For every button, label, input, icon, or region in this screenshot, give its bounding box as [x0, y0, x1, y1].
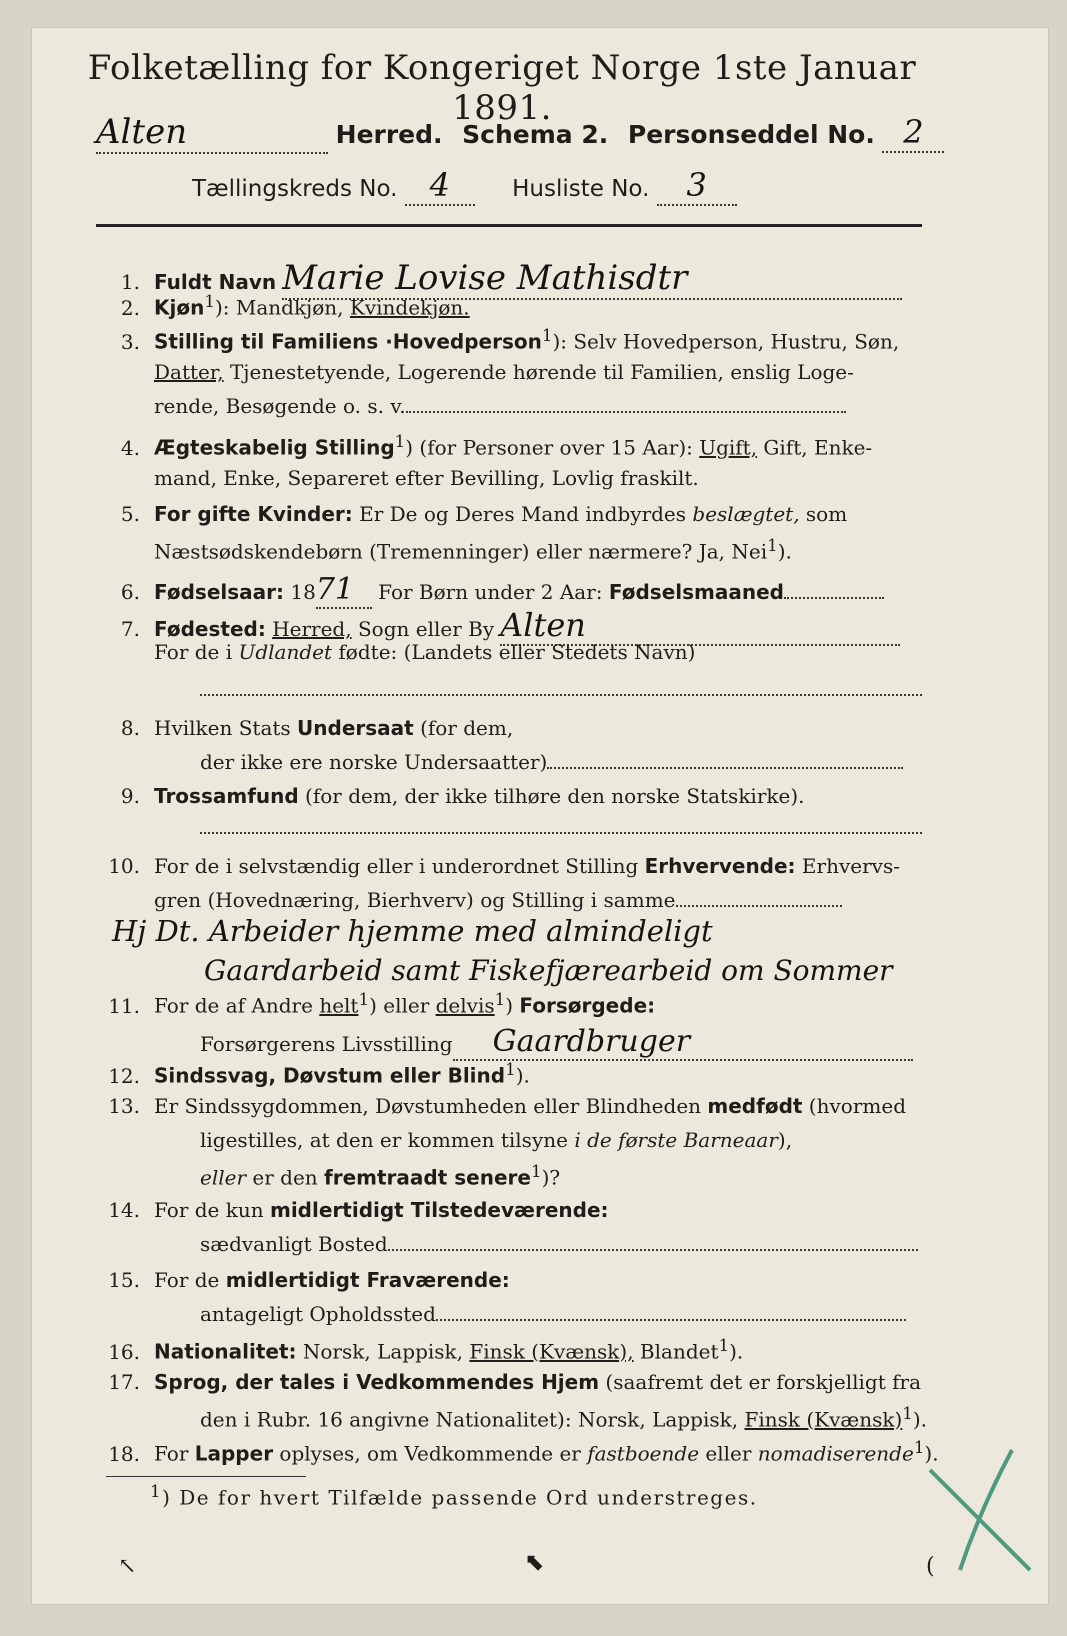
q13-line3: [200, 1162, 560, 1190]
q4-underlined: Ugift,: [699, 435, 758, 460]
q14-number: 14.: [108, 1198, 140, 1222]
footnote: [150, 1482, 758, 1510]
q3-row: [96, 326, 899, 354]
q15-dots: [436, 1319, 906, 1321]
q3-dots: [406, 411, 846, 413]
q12-end: ).: [515, 1063, 530, 1088]
q11-answer: Gaardbruger: [453, 1024, 913, 1061]
q11-underlined-2: delvis: [435, 993, 495, 1018]
green-cross-mark: [920, 1440, 1040, 1580]
q11-line1b: ) eller: [369, 993, 436, 1018]
q17-row: [96, 1370, 921, 1394]
q6-label2: Fødselsmaaned: [608, 580, 784, 604]
q3-line2-text: Tjenestetyende, Logerende hørende til Familien, enslig Loge-: [223, 360, 854, 384]
q7-line2a: For de i: [154, 640, 239, 664]
q11-line2: [200, 1024, 913, 1061]
kreds-label: Tællingskreds No.: [192, 176, 398, 202]
q3-line1: ): Selv Hovedperson, Hustru, Søn,: [552, 329, 900, 354]
q5-line1b: som: [799, 502, 848, 526]
q1-label: Fuldt Navn: [154, 270, 277, 294]
q6-text: For Børn under 2 Aar:: [371, 580, 603, 604]
q6-number: 6.: [120, 580, 140, 604]
q13-line3b: )?: [541, 1165, 561, 1190]
q16-text: Norsk, Lappisk,: [296, 1339, 470, 1364]
q16-number: 16.: [108, 1339, 140, 1364]
q7-label: Fødested:: [154, 617, 266, 641]
q13-label: medfødt: [707, 1094, 803, 1118]
q10-row: [96, 854, 900, 878]
q7-line2: [154, 640, 695, 664]
personseddel-label: Personseddel No.: [627, 120, 875, 149]
q10-label: Erhvervende:: [644, 854, 796, 878]
q14-line2-text: sædvanligt Bosted: [200, 1232, 388, 1256]
q14-line1a: For de kun: [154, 1198, 270, 1222]
q1-answer: Marie Lovise Mathisdtr: [282, 258, 902, 300]
q16-sup: 1: [718, 1336, 730, 1355]
herred-line: [96, 112, 944, 154]
q3-label: Stilling til Familiens ·Hovedperson: [154, 329, 542, 354]
q15-row: [96, 1268, 510, 1292]
q18-number: 18.: [108, 1441, 140, 1466]
q9-blank-line: [200, 832, 922, 834]
q13-line2b: ),: [777, 1128, 793, 1152]
q7-blank-line: [200, 694, 922, 696]
q4-row: [96, 432, 872, 460]
q7-line2b: fødte: (Landets eller Stedets Navn): [332, 640, 696, 664]
q18-italic-1: fastboende: [587, 1441, 700, 1466]
q15-number: 15.: [108, 1268, 140, 1292]
q18-sup: 1: [913, 1438, 925, 1457]
q13-line2: [200, 1128, 792, 1152]
q17-line2: [200, 1404, 927, 1432]
form-title: Folketælling for Kongeriget Norge 1ste Januar 1891.: [87, 48, 917, 128]
q17-label: Sprog, der tales i Vedkommendes Hjem: [154, 1370, 600, 1394]
q10-line1b: Erhvervs-: [795, 854, 900, 878]
q11-underlined-1: helt: [319, 993, 359, 1018]
q7-italic: Udlandet: [238, 640, 333, 664]
schema-label: Schema 2.: [462, 120, 609, 149]
q11-sup-1: 1: [358, 990, 370, 1009]
q5-line1a: Er De og Deres Mand indbyrdes: [352, 502, 693, 526]
q13-italic: i de første Barneaar: [574, 1128, 778, 1152]
q2-text: ): Mandkjøn,: [214, 295, 344, 320]
q3-underlined: Datter,: [154, 360, 224, 384]
q16-text2: Blandet: [633, 1339, 719, 1364]
q17-number: 17.: [108, 1370, 140, 1394]
q4-label: Ægteskabelig Stilling: [154, 435, 395, 460]
q6-answer: 71: [316, 572, 372, 609]
q10-dots: [676, 905, 842, 907]
q7-text: Sogn eller By: [351, 617, 495, 641]
q5-number: 5.: [120, 502, 140, 526]
q10-line1a: For de i selvstændig eller i underordnet Stilling: [154, 854, 645, 878]
q7-underlined: Herred,: [272, 617, 352, 641]
q11-line2-text: Forsørgerens Livsstilling: [200, 1032, 453, 1056]
q13-label2: fremtraadt senere: [324, 1165, 531, 1190]
q3-sup: 1: [541, 326, 553, 345]
husliste-handwritten: 3: [657, 166, 737, 206]
corner-mark-right: (: [926, 1554, 935, 1579]
q15-label: midlertidigt Fraværende:: [225, 1268, 510, 1292]
q7-answer: Alten: [500, 606, 900, 646]
q5-label: For gifte Kvinder:: [154, 502, 353, 526]
q10-line2-text: gren (Hovednæring, Bierhverv) og Stilling i samme: [154, 888, 676, 912]
q14-label: midlertidigt Tilstedeværende:: [269, 1198, 609, 1222]
q13-line2a: ligestilles, at den er kommen tilsyne: [200, 1128, 575, 1152]
q10-number: 10.: [108, 854, 140, 878]
corner-mark-center: ⬉: [524, 1548, 545, 1576]
q18-line1b: oplyses, om Vedkommende er: [273, 1441, 588, 1466]
q12-row: [96, 1060, 530, 1088]
q5-sup: 1: [767, 536, 778, 555]
footnote-rule: [106, 1476, 306, 1477]
herred-label: Herred.: [335, 120, 443, 149]
q8-row: [96, 716, 513, 740]
q15-line2: [200, 1302, 906, 1326]
q12-label: Sindssvag, Døvstum eller Blind: [154, 1063, 506, 1088]
q5-row: [96, 502, 847, 526]
q1-number: 1.: [120, 270, 140, 294]
q6-label: Fødselsaar:: [154, 580, 284, 604]
q11-row: [96, 990, 655, 1018]
q11-label: Forsørgede:: [519, 993, 656, 1018]
q14-dots: [388, 1249, 918, 1251]
q14-line2: [200, 1232, 918, 1256]
q3-line3-text: rende, Besøgende o. s. v.: [154, 394, 406, 418]
q6-dots: [784, 597, 884, 599]
husliste-label: Husliste No.: [512, 176, 650, 202]
q17-line1: (saafremt det er forskjelligt fra: [599, 1370, 921, 1394]
q13-sup: 1: [530, 1162, 542, 1181]
q5-italic: beslægtet,: [692, 502, 800, 526]
q10-hand-line1: Hj Dt. Arbeider hjemme med almindeligt: [112, 914, 713, 948]
q10-line2: [154, 888, 842, 912]
q3-number: 3.: [120, 329, 140, 354]
q10-hand-line2: Gaardarbeid samt Fiskefjærearbeid om Sommer: [204, 954, 893, 987]
q13-line1a: Er Sindssygdommen, Døvstumheden eller Blindheden: [154, 1094, 708, 1118]
q8-line1a: Hvilken Stats: [154, 716, 298, 740]
q8-line1b: (for dem,: [413, 716, 514, 740]
corner-mark-left: ↖: [118, 1554, 137, 1579]
footnote-sup: 1: [150, 1482, 163, 1501]
q2-row: [96, 292, 470, 320]
q8-line2: [200, 750, 903, 774]
q9-number: 9.: [120, 784, 140, 808]
q12-sup: 1: [505, 1060, 516, 1079]
q11-line1a: For de af Andre: [154, 993, 320, 1018]
q5-line2: [154, 536, 792, 564]
herred-handwritten: Alten: [96, 112, 328, 154]
q13-row: [96, 1094, 906, 1118]
q2-number: 2.: [120, 295, 140, 320]
q16-end: ).: [729, 1339, 744, 1364]
q13-number: 13.: [108, 1094, 140, 1118]
q15-line1a: For de: [154, 1268, 226, 1292]
header-rule: [96, 224, 922, 227]
q11-number: 11.: [108, 993, 140, 1018]
q18-row: [96, 1438, 939, 1466]
q6-prefix: 18: [284, 580, 316, 604]
q13-line3-italic: eller: [200, 1165, 247, 1190]
q5-line2-end: ).: [777, 539, 792, 564]
q17-sup: 1: [902, 1404, 913, 1423]
q18-line1a: For: [154, 1441, 195, 1466]
q18-end: ).: [924, 1441, 939, 1466]
kreds-handwritten: 4: [405, 166, 475, 206]
q8-number: 8.: [120, 716, 140, 740]
q17-line2a: den i Rubr. 16 angivne Nationalitet): Norsk, Lappisk,: [200, 1407, 745, 1432]
personseddel-handwritten: 2: [882, 113, 944, 153]
q9-label: Trossamfund: [154, 784, 299, 808]
q4-line2-text: mand, Enke, Separeret efter Bevilling, Lovlig fraskilt.: [154, 466, 699, 490]
q4-number: 4.: [120, 435, 140, 460]
q11-sup-2: 1: [494, 990, 506, 1009]
q9-text: (for dem, der ikke tilhøre den norske Statskirke).: [298, 784, 805, 808]
q7-number: 7.: [120, 617, 140, 641]
q9-row: [96, 784, 805, 808]
q8-line2-text: der ikke ere norske Undersaatter): [200, 750, 548, 774]
q6-row: [96, 572, 884, 609]
q11-line1c: ): [505, 993, 520, 1018]
q13-line1b: (hvormed: [802, 1094, 906, 1118]
q2-label: Kjøn: [154, 295, 205, 320]
q8-dots: [547, 767, 903, 769]
q17-end: ).: [912, 1407, 928, 1432]
q4-line2: [154, 466, 699, 490]
q12-number: 12.: [108, 1063, 140, 1088]
q4-line1a: ) (for Personer over 15 Aar):: [405, 435, 693, 460]
q16-row: [96, 1336, 743, 1364]
q18-label: Lapper: [194, 1441, 274, 1466]
q18-italic-2: nomadiserende: [757, 1441, 914, 1466]
q5-line2-text: Næstsødskendebørn (Tremenninger) eller nærmere? Ja, Nei: [154, 539, 768, 564]
q13-line3a: er den: [246, 1165, 325, 1190]
q3-line3: [154, 394, 846, 418]
q16-underlined: Finsk (Kvænsk),: [469, 1339, 634, 1364]
q4-line1b: Gift, Enke-: [757, 435, 873, 460]
q18-line1c: eller: [699, 1441, 758, 1466]
q4-sup: 1: [394, 432, 406, 451]
q8-label: Undersaat: [297, 716, 414, 740]
q14-row: [96, 1198, 609, 1222]
q16-label: Nationalitet:: [154, 1339, 297, 1364]
q2-underlined: Kvindekjøn.: [349, 295, 470, 320]
q15-line2-text: antageligt Opholdssted: [200, 1302, 436, 1326]
kreds-line: [192, 166, 737, 206]
q2-sup: 1: [204, 292, 215, 311]
q3-line2: [154, 360, 854, 384]
footnote-text: ) De for hvert Tilfælde passende Ord understreges.: [162, 1485, 758, 1510]
q17-underlined: Finsk (Kvænsk): [744, 1407, 903, 1432]
